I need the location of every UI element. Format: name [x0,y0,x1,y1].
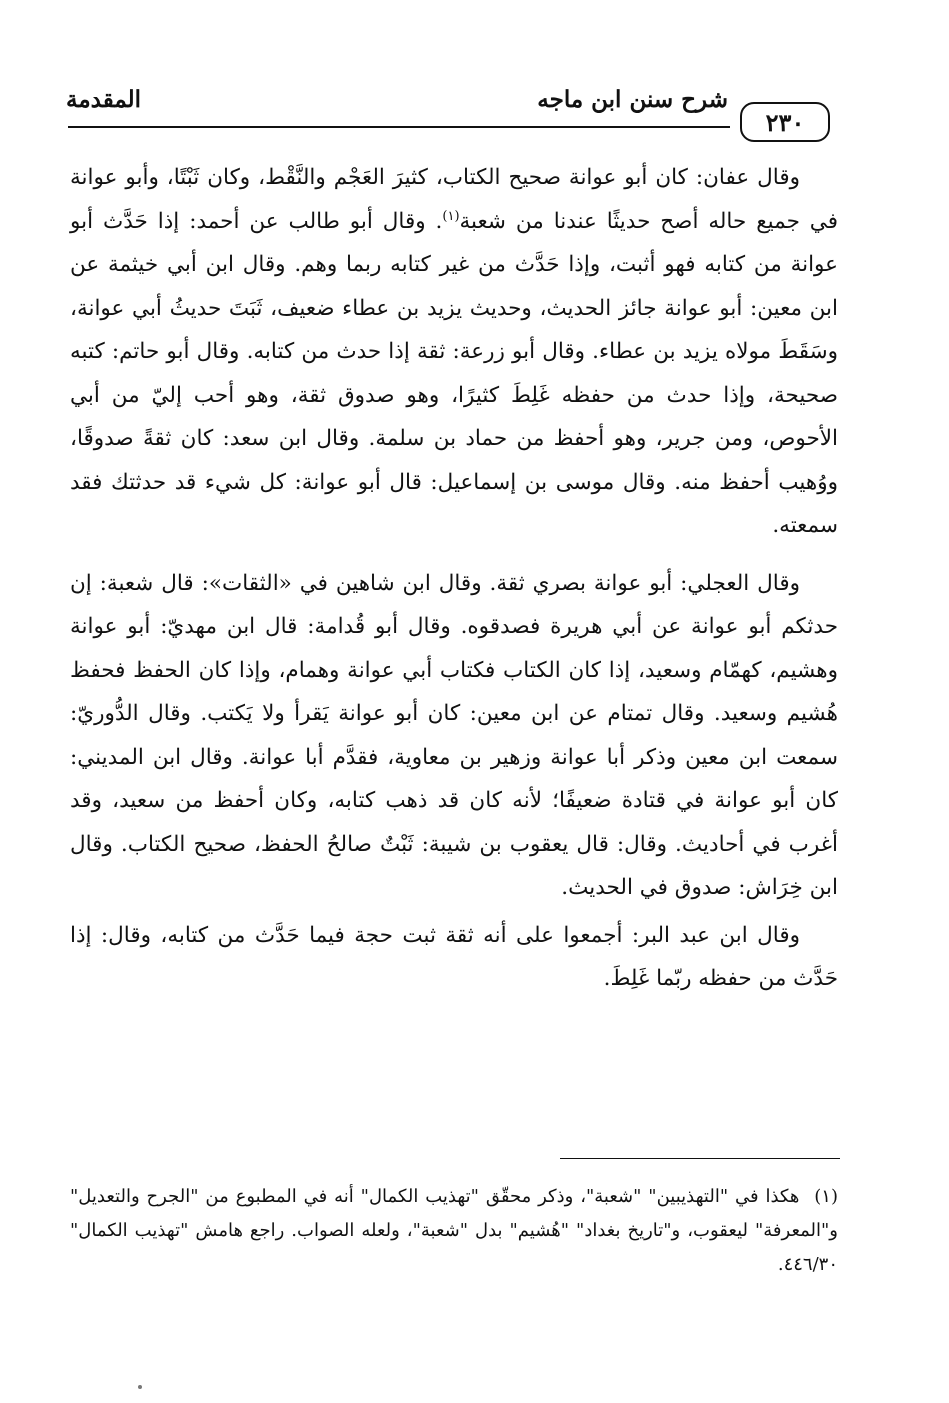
paragraph [70,914,838,1001]
paragraph-text: وقال ابن عبد البر: أجمعوا على أنه ثقة ثبت حجة فيما حَدَّث من كتابه، وقال: إذا حَدَّث من حفظه ربّما غَلِطَ. [70,922,838,991]
page-number: ٢٣٠ [765,107,805,137]
footnote-text: هكذا في "التهذيبين" "شعبة"، وذكر محقّق "تهذيب الكمال" أنه في المطبوع من "الجرح والتعديل" و"المعرفة" ليعقوب، و"تاريخ بغداد" "هُشيم" بدل "شعبة"، ولعله الصواب. راجع هامش "تهذيب الكمال" ٤٤٦/٣٠. [70,1186,838,1275]
main-text [70,156,838,1001]
section-title: المقدمة [66,86,142,113]
paragraph-text: وقال العجلي: أبو عوانة بصري ثقة. وقال ابن شاهين في «الثقات»: قال شعبة: إن حدثكم أبو عوانة عن أبي هريرة فصدقوه. وقال أبو قُدامة: قال ابن مهديّ: أبو عوانة وهشيم، كهمّام وسعيد، إذا كان الكتاب فكتاب أبي عوانة وهمام، وإذا كان الحفظ فحفظ هُشيم وسعيد. وقال تمتام عن ابن معين: كان أبو عوانة يَقرأ ولا يَكتب. وقال الدُّوريّ: سمعت ابن معين وذكر أبا عوانة وزهير بن معاوية، فقدَّم أبا عوانة. وقال ابن المديني: كان أبو عوانة في قتادة ضعيفًا؛ لأنه كان قد ذهب كتابه، وكان أحفظ من سعيد، وقد أغرب في أحاديث. وقال: قال يعقوب بن شيبة: ثَبْتٌ صالحُ الحفظ، صحيح الكتاب. وقال ابن خِرَاش: صدوق في الحديث. [70,570,838,900]
header-rule [68,126,730,128]
paragraph [70,562,838,910]
scan-speck [138,1385,142,1389]
page-number-box [740,102,830,142]
book-title: شرح سنن ابن ماجه [537,86,728,113]
footnote-marker: (١) [814,1186,838,1207]
footnote-reference[interactable]: (١) [442,208,460,224]
paragraph-text: وقال عفان: كان أبو عوانة صحيح الكتاب، كثيرَ العَجْم والنَّقْط، وكان ثَبْتًا، وأبو عوانة في جميع حاله أصح حديثًا عندنا من شعبة [70,165,838,234]
footnote-separator [560,1158,840,1159]
paragraph [70,156,838,548]
page-header [60,80,830,152]
paragraph-text: . وقال أبو طالب عن أحمد: إذا حَدَّث أبو عوانة من كتابه فهو أثبت، وإذا حَدَّث من غير كتابه ربما وهم. وقال ابن أبي خيثمة عن ابن معين: أبو عوانة جائز الحديث، وحديث يزيد بن عطاء ضعيف، ثَبَتَ حديثُ أبي عوانة، وسَقَطَ مولاه يزيد بن عطاء. وقال أبو زرعة: ثقة إذا حدث من كتابه. وقال أبو حاتم: كتبه صحيحة، وإذا حدث من حفظه غَلِطَ كثيرًا، وهو صدوق ثقة، وهو أحب إليّ من أبي الأحوص، ومن جرير، وهو أحفظ من حماد بن سلمة. وقال ابن سعد: كان ثقةً صدوقًا، ووُهيب أحفظ منه. وقال موسى بن إسماعيل: قال أبو عوانة: كل شيء قد حدثتك فقد سمعته. [70,208,838,538]
footnote [70,1180,838,1282]
